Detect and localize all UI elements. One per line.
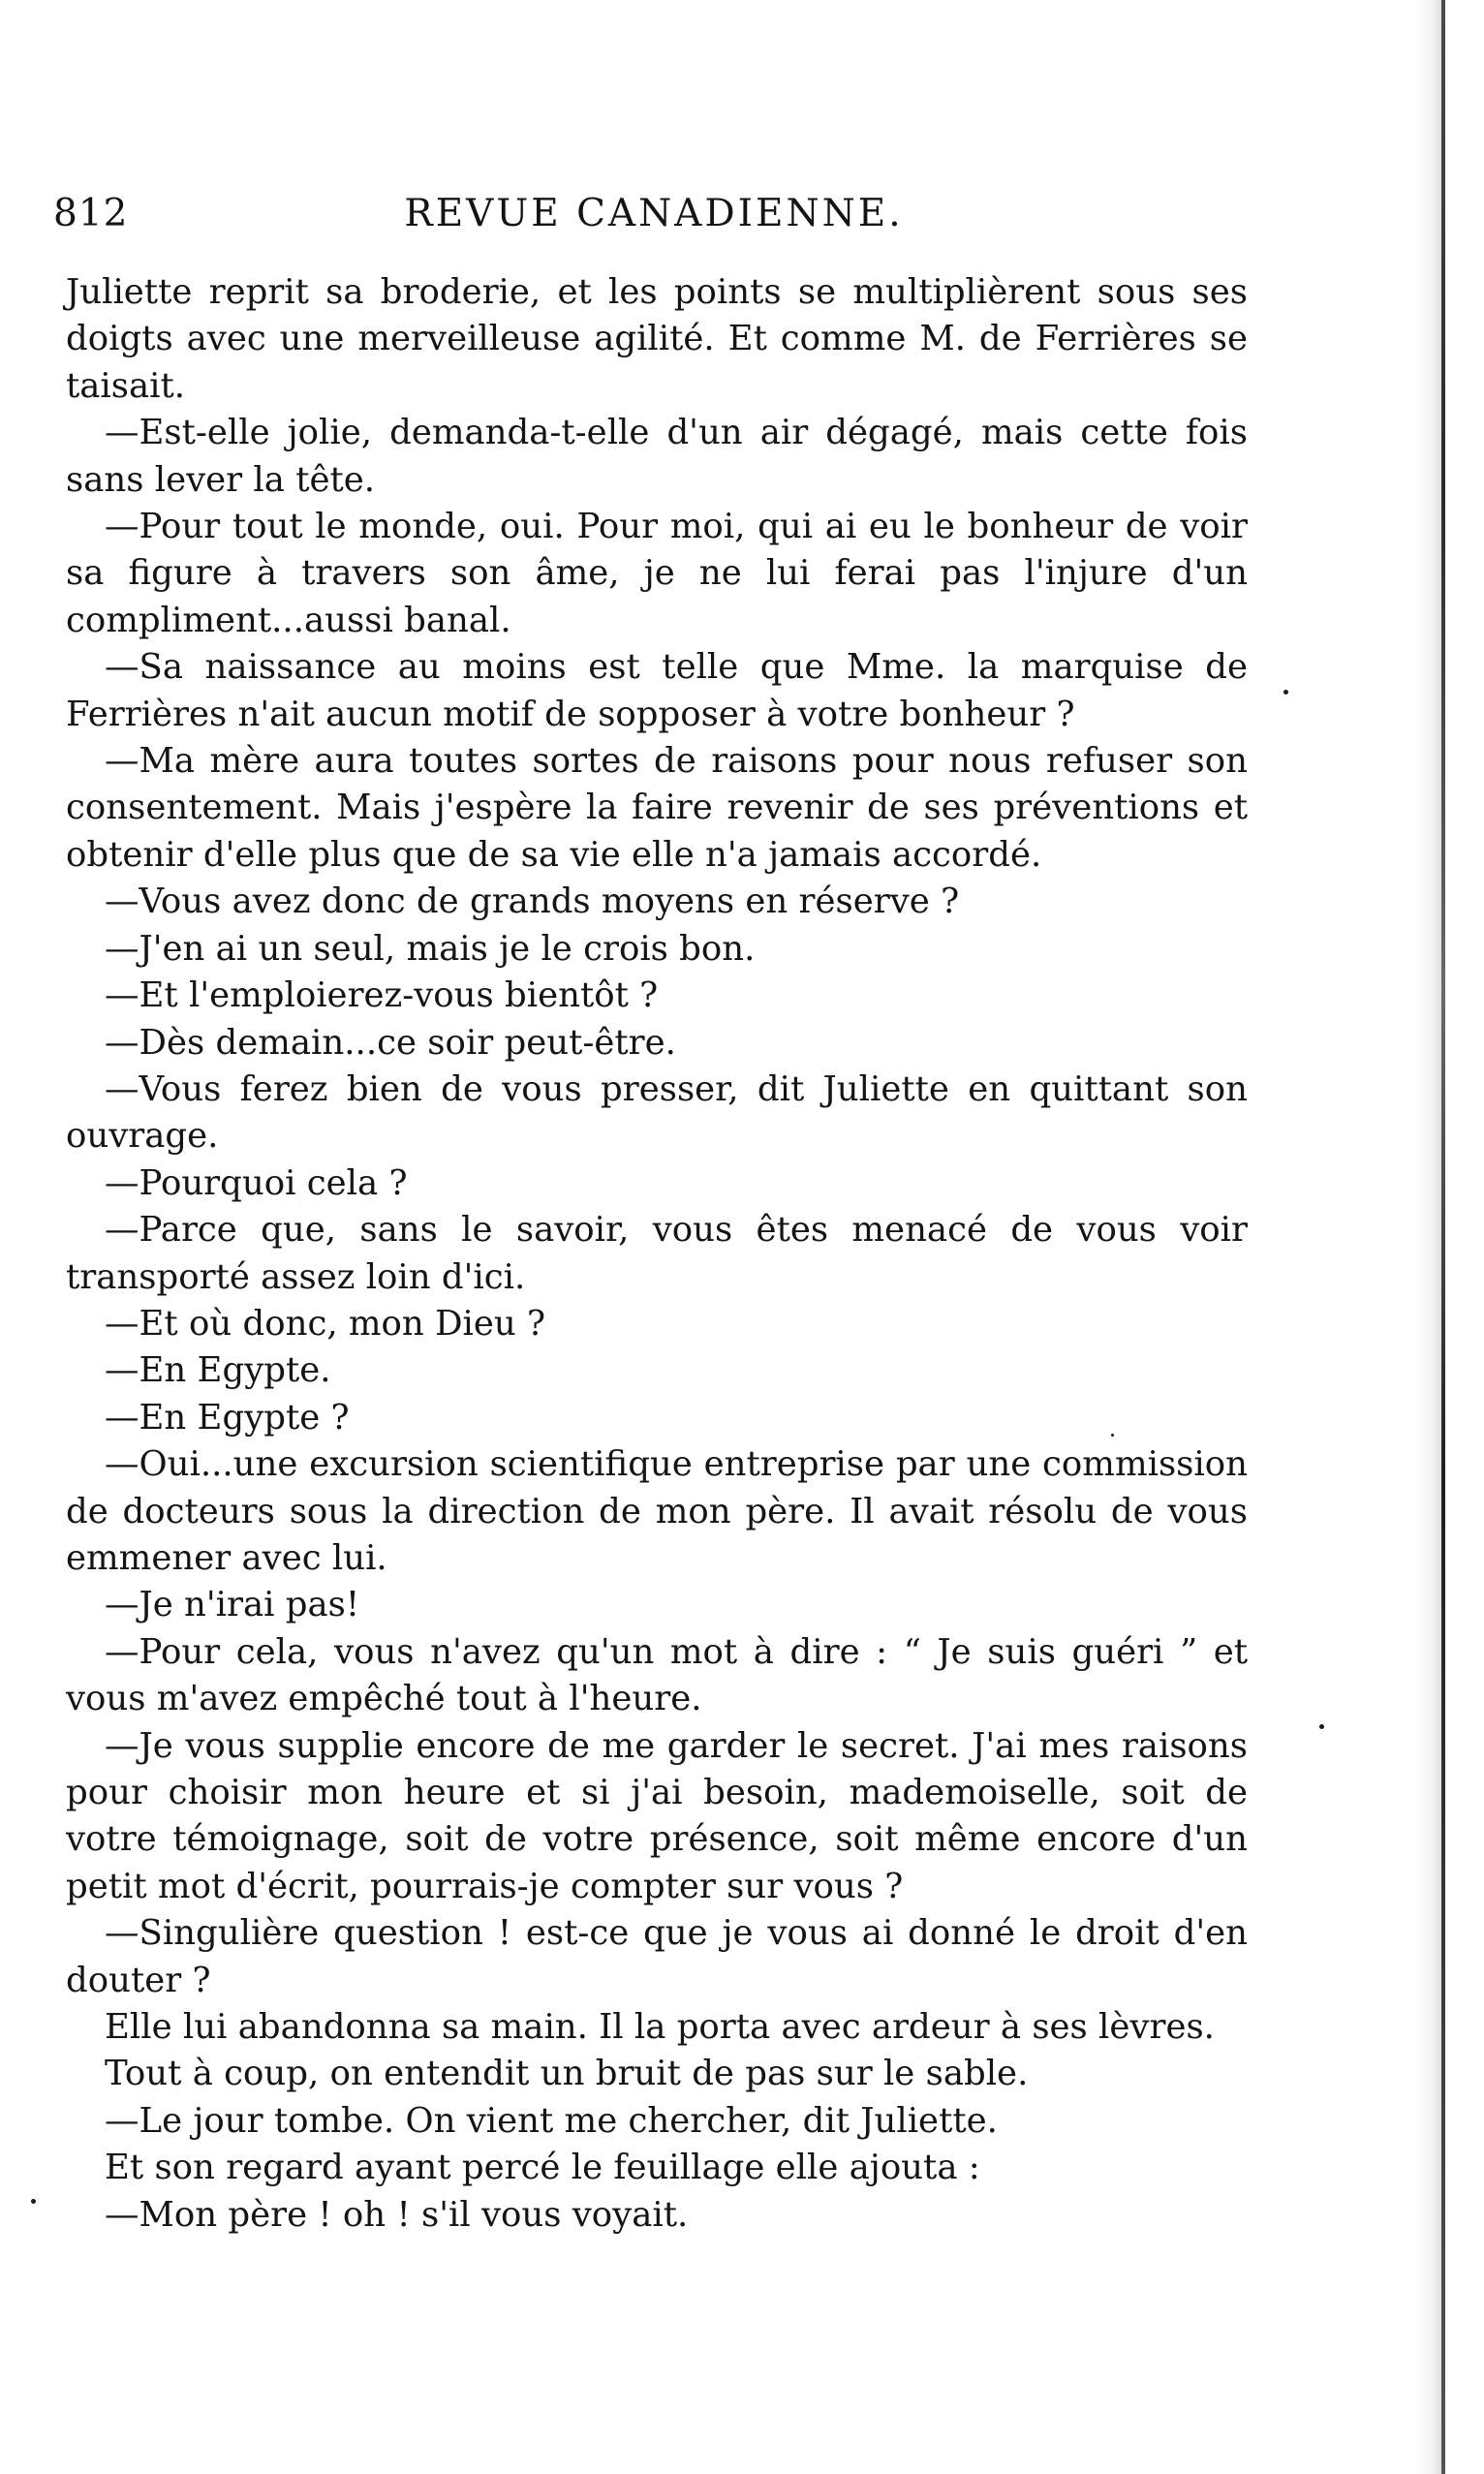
paragraph: Elle lui abandonna sa main. Il la porta avec ardeur à ses lèvres.: [105, 2007, 1215, 2048]
ink-speck: [1111, 1434, 1114, 1437]
paragraph: —Est-elle jolie, demanda-t-elle d'un air dégagé, mais cette fois sans lever la tête.: [66, 413, 1248, 500]
paragraph: —Pour cela, vous n'avez qu'un mot à dire : “ Je suis guéri ” et vous m'avez empêché tout à l'heure.: [66, 1631, 1248, 1719]
paragraph: —Mon père ! oh ! s'il vous voyait.: [105, 2194, 689, 2235]
page-header: [53, 192, 1254, 250]
paragraph: —Le jour tombe. On vient me chercher, dit Juliette.: [105, 2100, 998, 2141]
running-title: REVUE CANADIENNE.: [404, 192, 904, 235]
ink-speck: [1283, 690, 1288, 695]
paragraph: —Je vous supplie encore de me garder le secret. J'ai mes raisons pour choisir mon heure et si j'ai besoin, mademoiselle, soit de votre témoignage, soit de votre présence, soit même encore d'un petit mot d'écrit, pourrais-je compter sur vous ?: [66, 1725, 1248, 1906]
paragraph: —Dès demain...ce soir peut-être.: [105, 1022, 676, 1063]
paragraph: —Je n'irai pas!: [105, 1585, 360, 1625]
paragraph: —Oui...une excursion scientifique entreprise par une commission de docteurs sous la direction de mon père. Il avait résolu de vous emmener avec lui.: [66, 1444, 1248, 1578]
paragraph: Tout à coup, on entendit un bruit de pas sur le sable.: [105, 2054, 1029, 2094]
paragraph: —Sa naissance au moins est telle que Mme. la marquise de Ferrières n'ait aucun motif de sopposer à votre bonheur ?: [66, 647, 1248, 734]
paragraph: —Vous ferez bien de vous presser, dit Juliette en quittant son ouvrage.: [66, 1068, 1248, 1157]
paragraph: —Et l'emploierez-vous bientôt ?: [105, 975, 659, 1016]
paragraph: —Et où donc, mon Dieu ?: [105, 1303, 546, 1344]
body-text: [66, 269, 1248, 2239]
paragraph: —Vous avez donc de grands moyens en réserve ?: [105, 881, 960, 922]
page-number: 812: [53, 192, 129, 235]
paragraph: —Ma mère aura toutes sortes de raisons pour nous refuser son consentement. Mais j'espère la faire revenir de ses préventions et obtenir d'elle plus que de sa vie elle n'a jamais accordé.: [66, 741, 1248, 875]
ink-speck: [1319, 1724, 1324, 1729]
paragraph: Et son regard ayant percé le feuillage elle ajouta :: [105, 2148, 980, 2188]
paragraph: Juliette reprit sa broderie, et les points se multiplièrent sous ses doigts avec une merveilleuse agilité. Et comme M. de Ferrières se taisait.: [66, 272, 1248, 406]
paragraph: —Pourquoi cela ?: [105, 1162, 408, 1203]
paragraph: —En Egypte ?: [105, 1397, 350, 1438]
binding-shadow: [1414, 0, 1441, 2474]
paragraph: —Singulière question ! est-ce que je vous ai donné le droit d'en douter ?: [66, 1913, 1248, 2000]
paragraph: —En Egypte.: [105, 1350, 331, 1391]
page-edge-line: [1441, 0, 1445, 2474]
ink-speck: [31, 2199, 36, 2204]
paragraph: —J'en ai un seul, mais je le crois bon.: [105, 928, 756, 969]
paragraph: —Parce que, sans le savoir, vous êtes menacé de vous voir transporté assez loin d'ici.: [66, 1210, 1248, 1297]
paragraph: —Pour tout le monde, oui. Pour moi, qui ai eu le bonheur de voir sa figure à travers son âme, je ne lui ferai pas l'injure d'un compliment...aussi banal.: [66, 507, 1248, 640]
